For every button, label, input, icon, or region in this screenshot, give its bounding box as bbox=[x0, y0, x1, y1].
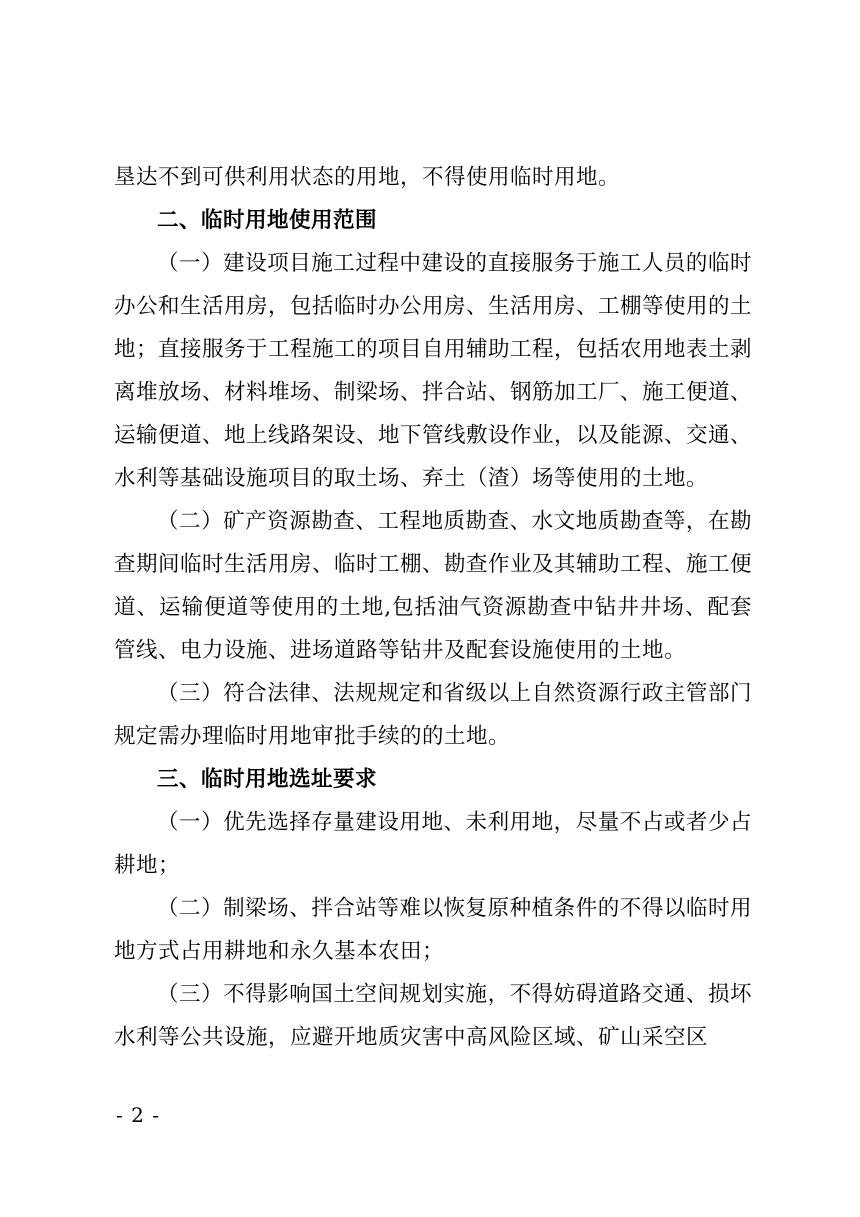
section-heading-3: 三、临时用地选址要求 bbox=[157, 767, 378, 792]
section-heading-2: 二、临时用地使用范围 bbox=[157, 208, 378, 233]
paragraph-site-2: （二）制梁场、拌合站等难以恢复原种植条件的不得以临时用地方式占用耕地和永久基本农田； bbox=[114, 896, 752, 964]
paragraph-site-3: （三）不得影响国土空间规划实施，不得妨碍道路交通、损坏水利等公共设施，应避开地质灾害中高风险区域、矿山采空区 bbox=[114, 982, 752, 1050]
paragraph-scope-3: （三）符合法律、法规规定和省级以上自然资源行政主管部门规定需办理临时用地审批手续的的土地。 bbox=[114, 681, 752, 749]
paragraph-site-1: （一）优先选择存量建设用地、未利用地，尽量不占或者少占耕地； bbox=[114, 810, 752, 878]
paragraph-continuation: 垦达不到可供利用状态的用地，不得使用临时用地。 bbox=[114, 165, 621, 190]
page-number: - 2 - bbox=[116, 1103, 160, 1127]
paragraph-scope-1: （一）建设项目施工过程中建设的直接服务于施工人员的临时办公和生活用房，包括临时办公用房、生活用房、工棚等使用的土地；直接服务于工程施工的项目自用辅助工程，包括农用地表土剥离堆放场、材料堆场、制梁场、拌合站、钢筋加工厂、施工便道、运输便道、地上线路架设、地下管线敷设作业，以及能源、交通、水利等基础设施项目的取土场、弃土（渣）场等使用的土地。 bbox=[114, 251, 753, 491]
document-body bbox=[114, 156, 752, 1059]
paragraph-scope-2: （二）矿产资源勘查、工程地质勘查、水文地质勘查等，在勘查期间临时生活用房、临时工棚、勘查作业及其辅助工程、施工便道、运输便道等使用的土地,包括油气资源勘查中钻井井场、配套管线、电力设施、进场道路等钻井及配套设施使用的土地。 bbox=[114, 509, 753, 663]
